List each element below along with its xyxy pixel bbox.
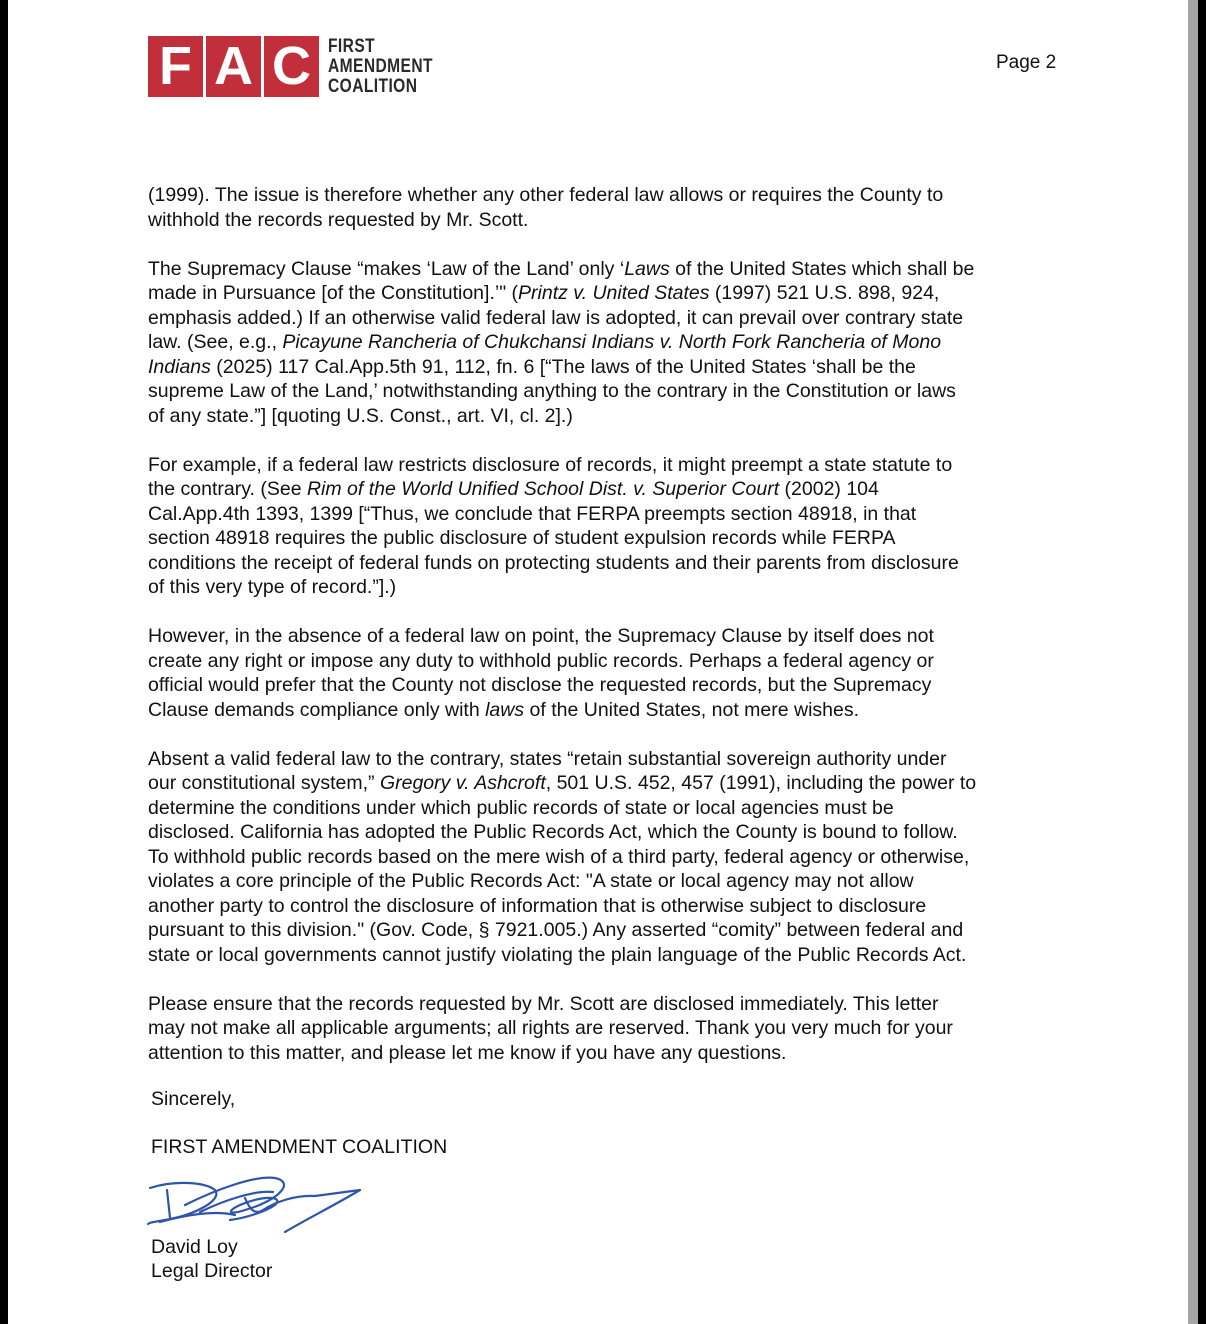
signer-title: Legal Director <box>151 1260 273 1282</box>
text-line: section 48918 requires the public disclosure of student expulsion records while FERPA <box>148 527 896 549</box>
case-citation: Rim of the World Unified School Dist. v. Superior Court <box>306 478 780 500</box>
text-line: Please ensure that the records requested by Mr. Scott are disclosed immediately. This letter <box>148 992 939 1015</box>
text-line: made in Pursuance [of the Constitution].’" (Printz v. United States (1997) 521 U.S. 898, 924, <box>148 282 940 304</box>
text-line: For example, if a federal law restricts disclosure of records, it might preempt a state statute to <box>148 453 953 476</box>
logo-letter-f: F <box>148 36 203 97</box>
text-line: may not make all applicable arguments; all rights are reserved. Thank you very much for your <box>148 1017 953 1039</box>
text-line: violates a core principle of the Public Records Act: "A state or local agency may not allow <box>148 870 914 892</box>
text-line: To withhold public records based on the mere wish of a third party, federal agency or otherwise, <box>148 845 970 868</box>
logo-letter-c: C <box>264 36 319 97</box>
text-line: determine the conditions under which public records of state or local agencies must be <box>148 796 894 819</box>
case-citation: Printz v. United States <box>518 282 710 304</box>
text-line: However, in the absence of a federal law on point, the Supremacy Clause by itself does not <box>148 625 934 647</box>
left-frame-edge <box>0 0 8 1324</box>
logo-line-1: FIRST <box>328 36 376 57</box>
text-line: the contrary. (See Rim of the World Unified School Dist. v. Superior Court (2002) 104 <box>148 478 879 500</box>
text-line: supreme Law of the Land,’ notwithstanding anything to the contrary in the Constitution or laws <box>148 380 956 402</box>
text-line: pursuant to this division." (Gov. Code, § 7921.005.) Any asserted “comity” between federal and <box>148 919 964 941</box>
text-line: law. (See, e.g., Picayune Rancheria of Chukchansi Indians v. North Fork Rancheria of Mono <box>148 331 942 353</box>
text-line: of any state.”] [quoting U.S. Const., art. VI, cl. 2].) <box>148 404 573 427</box>
text-line: state or local governments cannot justify violating the plain language of the Public Records Act. <box>148 943 967 966</box>
paragraph-6 <box>148 992 1078 1066</box>
scrollbar-track[interactable] <box>1188 0 1198 1324</box>
letter-body <box>148 183 1078 1090</box>
text-line: create any right or impose any duty to withhold public records. Perhaps a federal agency or <box>148 649 934 672</box>
case-citation: Laws <box>624 257 670 280</box>
salutation: Sincerely, <box>151 1088 236 1110</box>
text-line: Absent a valid federal law to the contrary, states “retain substantial sovereign authority under <box>148 747 947 770</box>
organization-name: FIRST AMENDMENT COALITION <box>151 1136 448 1158</box>
signer-name: David Loy <box>151 1236 238 1258</box>
logo-letter-a: A <box>206 36 261 97</box>
fac-logo <box>148 36 456 98</box>
text-line: Indians (2025) 117 Cal.App.5th 91, 112, fn. 6 [“The laws of the United States ‘shall be the <box>148 355 916 378</box>
text-line: disclosed. California has adopted the Public Records Act, which the County is bound to follow. <box>148 821 958 843</box>
text-line: of this very type of record.”].) <box>148 576 397 598</box>
signature-image <box>145 1160 370 1235</box>
logo-line-3: COALITION <box>328 76 418 97</box>
text-line: The Supremacy Clause “makes ‘Law of the Land’ only ‘Laws of the United States which shall be <box>148 257 975 280</box>
case-citation: Indians <box>148 355 211 378</box>
paragraph-1 <box>148 183 1078 232</box>
text-line: (1999). The issue is therefore whether any other federal law allows or requires the County to <box>148 184 944 206</box>
case-citation: laws <box>485 698 525 721</box>
text-line: attention to this matter, and please let me know if you have any questions. <box>148 1041 787 1064</box>
text-line: another party to control the disclosure of information that is otherwise subject to disclosure <box>148 894 927 917</box>
paragraph-4 <box>148 624 1078 722</box>
text-line: Clause demands compliance only with laws of the United States, not mere wishes. <box>148 698 860 721</box>
page-number: Page 2 <box>996 52 1057 73</box>
right-frame-edge <box>1198 0 1206 1324</box>
text-line: emphasis added.) If an otherwise valid federal law is adopted, it can prevail over contrary state <box>148 306 964 329</box>
text-line: withhold the records requested by Mr. Scott. <box>148 208 529 231</box>
text-line: official would prefer that the County not disclose the requested records, but the Supremacy <box>148 674 932 696</box>
text-line: our constitutional system,” Gregory v. Ashcroft, 501 U.S. 452, 457 (1991), including the power to <box>148 772 977 794</box>
case-citation: Gregory v. Ashcroft <box>379 772 546 794</box>
paragraph-3 <box>148 453 1078 600</box>
paragraph-5 <box>148 747 1078 968</box>
logo-line-2: AMENDMENT <box>328 56 433 77</box>
text-line: Cal.App.4th 1393, 1399 [“Thus, we conclude that FERPA preempts section 48918, in that <box>148 502 917 525</box>
paragraph-2 <box>148 257 1078 429</box>
logo-wordmark <box>328 36 433 98</box>
text-line: conditions the receipt of federal funds on protecting students and their parents from disclosure <box>148 551 959 574</box>
case-citation: Picayune Rancheria of Chukchansi Indians v. North Fork Rancheria of Mono <box>282 331 942 353</box>
